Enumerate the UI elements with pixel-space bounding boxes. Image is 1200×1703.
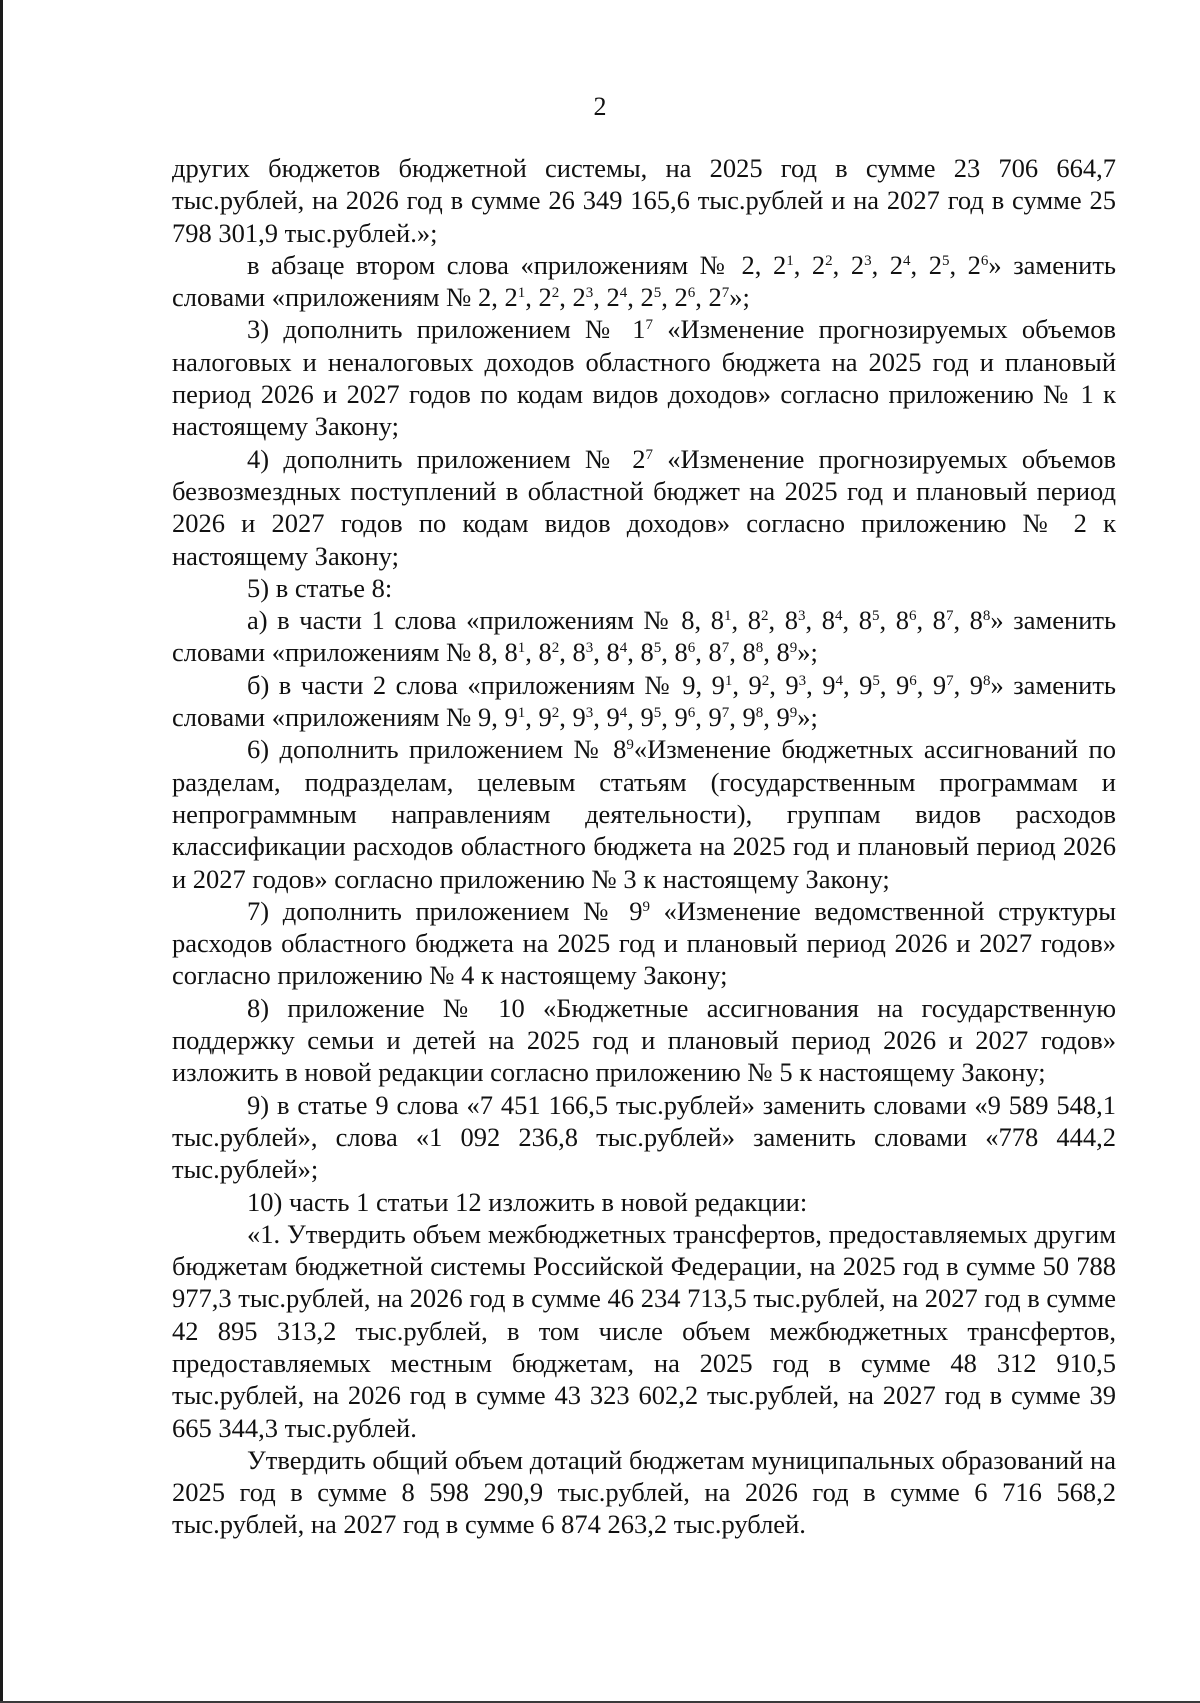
text-run: , 8: [731, 605, 762, 636]
text-run: , 8: [593, 637, 620, 668]
text-run: , 8: [729, 637, 756, 668]
superscript: 1: [724, 608, 732, 625]
text-run: 5) в статье 8:: [247, 572, 393, 603]
text-run: , 2: [661, 282, 688, 313]
text-run: а) в части 1 слова «приложениям № 8, 8: [247, 605, 725, 636]
text-run: «Изменение прогнозируемых объемов безвозмездных поступлений в областной бюджет на 2025 год и плановый период 2026 и 2027 годов по кодам видов доходов» согласно приложению № 2 к настоящему Закону;: [172, 443, 1116, 571]
text-run: »;: [797, 702, 818, 733]
superscript: 3: [585, 640, 594, 657]
text-run: других бюджетов бюджетной системы, на 2025 год в сумме 23 706 664,7 тыс.рублей, на 2026 год в сумме 26 349 165,6 тыс.рублей и на 2027 год в сумме 25 798 301,9 тыс.рублей.»;: [172, 153, 1116, 248]
superscript: 4: [834, 608, 843, 625]
superscript: 8: [755, 640, 764, 657]
paragraph: [172, 1444, 1116, 1541]
text-run: » заменить словами «приложениям № 8, 8: [172, 605, 1117, 668]
superscript: 1: [517, 705, 526, 722]
text-run: , 9: [953, 669, 983, 700]
paragraph: [172, 1218, 1116, 1444]
paragraph: [172, 249, 1116, 314]
text-run: , 2: [871, 249, 904, 280]
text-run: в абзаце втором слова «приложениям № 2, 2: [247, 249, 787, 280]
text-run: , 2: [695, 282, 722, 313]
text-run: , 8: [763, 637, 790, 668]
superscript: 4: [619, 285, 628, 302]
superscript: 7: [645, 446, 653, 463]
superscript: 4: [619, 705, 628, 722]
text-run: 9) в статье 9 слова «7 451 166,5 тыс.рублей» заменить словами «9 589 548,1 тыс.рублей», слова «1 092 236,8 тыс.рублей» заменить словами «778 444,2 тыс.рублей»;: [172, 1089, 1116, 1185]
superscript: 9: [789, 640, 798, 657]
superscript: 2: [761, 672, 770, 689]
paragraph: [172, 992, 1116, 1089]
text-run: , 8: [879, 605, 909, 636]
text-run: , 8: [842, 605, 872, 636]
text-run: 6) дополнить приложением № 8: [247, 734, 627, 765]
superscript: 5: [653, 285, 662, 302]
text-run: 10) часть 1 статьи 12 изложить в новой редакции:: [247, 1186, 808, 1217]
superscript: 4: [835, 672, 843, 689]
text-run: , 9: [695, 702, 722, 733]
text-run: , 9: [559, 702, 586, 733]
text-run: , 9: [916, 669, 947, 700]
text-run: , 9: [769, 669, 799, 700]
text-run: 3) дополнить приложением № 1: [247, 314, 646, 345]
text-run: , 9: [763, 702, 790, 733]
superscript: 1: [517, 640, 526, 657]
superscript: 8: [982, 672, 991, 689]
paragraph: [172, 733, 1116, 894]
superscript: 3: [798, 608, 806, 625]
superscript: 8: [982, 608, 991, 625]
superscript: 3: [585, 285, 594, 302]
superscript: 5: [941, 252, 950, 269]
paragraph: [172, 1186, 1116, 1218]
text-run: б) в части 2 слова «приложениям № 9, 9: [247, 669, 725, 700]
text-run: «Изменение ведомственной структуры расходов областного бюджета на 2025 год и плановый период 2026 и 2027 годов» согласно приложению № 4 к настоящему Закону;: [172, 895, 1116, 991]
superscript: 4: [619, 640, 628, 657]
scan-border-left: [0, 0, 3, 1703]
text-run: »;: [729, 282, 750, 313]
text-run: , 9: [842, 669, 873, 700]
superscript: 5: [653, 705, 662, 722]
superscript: 2: [551, 640, 560, 657]
text-run: , 8: [916, 605, 946, 636]
text-run: , 2: [627, 282, 654, 313]
superscript: 7: [721, 285, 730, 302]
paragraph: [172, 604, 1116, 669]
superscript: 2: [551, 285, 560, 302]
text-run: 4) дополнить приложением № 2: [247, 443, 646, 474]
text-run: , 8: [768, 605, 798, 636]
superscript: 5: [653, 640, 662, 657]
text-run: , 2: [793, 249, 826, 280]
superscript: 7: [945, 608, 954, 625]
document-body: [172, 152, 1116, 1541]
superscript: 7: [645, 317, 653, 334]
text-run: 7) дополнить приложением № 9: [247, 895, 643, 926]
paragraph: [172, 443, 1116, 572]
text-run: , 2: [559, 282, 586, 313]
text-run: »;: [797, 637, 818, 668]
text-run: » заменить словами «приложениям № 2, 2: [172, 249, 1116, 313]
text-run: , 2: [593, 282, 620, 313]
text-run: , 2: [910, 249, 942, 280]
text-run: «1. Утвердить объем межбюджетных трансфертов, предоставляемых другим бюджетам бюджетной системы Российской Федерации, на 2025 год в сумме 50 788 977,3 тыс.рублей, на 2026 год в сумме 46 234 713,5 тыс.рублей, на 2027 год в сумме 42 895 313,2 тыс.рублей, в том числе объем межбюджетных трансфертов, предоставляемых местным бюджетам, на 2025 год в сумме 48 312 910,5 тыс.рублей, на 2026 год в сумме 43 323 602,2 тыс.рублей, на 2027 год в сумме 39 665 344,3 тыс.рублей.: [172, 1218, 1116, 1443]
paragraph: [172, 1089, 1116, 1186]
paragraph: [172, 152, 1116, 249]
superscript: 7: [946, 672, 954, 689]
superscript: 9: [642, 898, 650, 915]
text-run: , 8: [559, 637, 586, 668]
superscript: 3: [585, 705, 594, 722]
paragraph: [172, 669, 1116, 734]
text-run: , 8: [661, 637, 688, 668]
paragraph: [172, 572, 1116, 604]
superscript: 1: [517, 285, 526, 302]
superscript: 5: [871, 608, 880, 625]
text-run: , 9: [806, 669, 836, 700]
text-run: , 8: [805, 605, 835, 636]
paragraph: [172, 895, 1116, 992]
superscript: 2: [551, 705, 560, 722]
superscript: 2: [825, 252, 833, 269]
text-run: «Изменение бюджетных ассигнований по разделам, подразделам, целевым статьям (государственным программам и непрограммным направлениям деятельности), группам видов расходов классификации расходов областного бюджета на 2025 год и плановый период 2026 и 2027 годов» согласно приложению № 3 к настоящему Закону;: [172, 734, 1116, 894]
superscript: 6: [909, 672, 917, 689]
page-number: 2: [593, 92, 607, 121]
superscript: 3: [798, 672, 807, 689]
superscript: 3: [864, 252, 872, 269]
text-run: , 9: [661, 702, 688, 733]
text-run: » заменить словами «приложениям № 9, 9: [172, 669, 1117, 733]
superscript: 4: [903, 252, 911, 269]
text-run: , 2: [832, 249, 865, 280]
paragraph: [172, 313, 1116, 442]
superscript: 1: [724, 672, 733, 689]
superscript: 9: [626, 737, 634, 754]
superscript: 8: [755, 705, 764, 722]
text-run: , 9: [879, 669, 910, 700]
superscript: 6: [687, 285, 696, 302]
text-run: , 9: [627, 702, 654, 733]
superscript: 5: [872, 672, 880, 689]
text-run: , 8: [953, 605, 983, 636]
superscript: 6: [687, 705, 696, 722]
text-run: , 9: [729, 702, 756, 733]
text-run: , 2: [949, 249, 981, 280]
superscript: 7: [721, 640, 730, 657]
text-run: , 8: [627, 637, 654, 668]
text-run: , 2: [525, 282, 552, 313]
superscript: 6: [687, 640, 696, 657]
text-run: «Изменение прогнозируемых объемов налоговых и неналоговых доходов областного бюджета на 2025 год и плановый период 2026 и 2027 годов по кодам видов доходов» согласно приложению № 1 к настоящему Закону;: [172, 314, 1116, 442]
text-run: , 8: [525, 637, 552, 668]
text-run: , 9: [525, 702, 552, 733]
superscript: 9: [789, 705, 798, 722]
superscript: 6: [980, 252, 989, 269]
superscript: 1: [786, 252, 794, 269]
superscript: 7: [721, 705, 730, 722]
text-run: Утвердить общий объем дотаций бюджетам муниципальных образований на 2025 год в сумме 8 598 290,9 тыс.рублей, на 2026 год в сумме 6 716 568,2 тыс.рублей, на 2027 год в сумме 6 874 263,2 тыс.рублей.: [172, 1444, 1116, 1540]
text-run: , 9: [732, 669, 762, 700]
superscript: 6: [908, 608, 917, 625]
superscript: 2: [761, 608, 769, 625]
text-run: , 9: [593, 702, 620, 733]
text-run: 8) приложение № 10 «Бюджетные ассигнования на государственную поддержку семьи и детей на 2025 год и плановый период 2026 и 2027 годов» изложить в новой редакции согласно приложению № 5 к настоящему Закону;: [172, 992, 1116, 1088]
text-run: , 8: [695, 637, 722, 668]
